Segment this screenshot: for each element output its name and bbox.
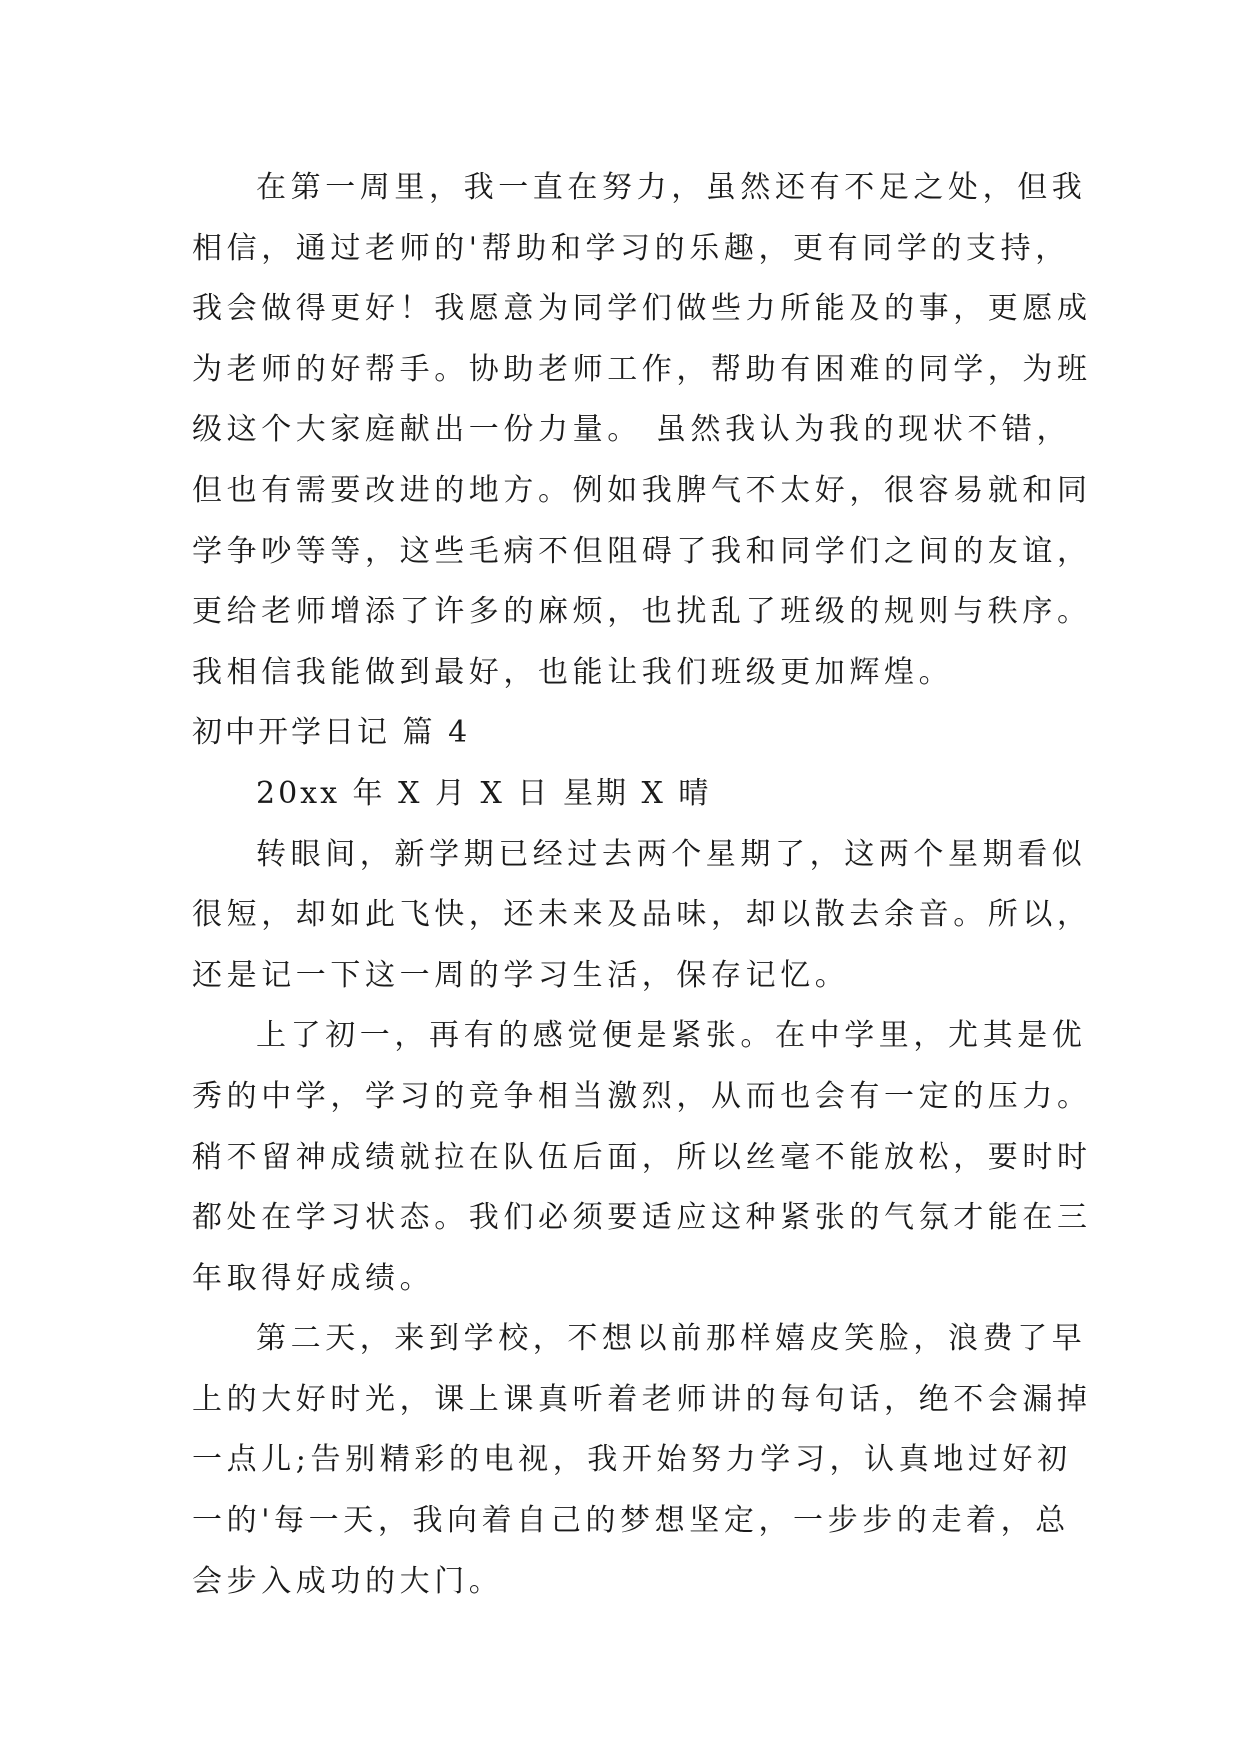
paragraph-line: 上的大好时光，课上课真听着老师讲的每句话，绝不会漏掉 bbox=[192, 1381, 1092, 1417]
paragraph-line: 更给老师增添了许多的麻烦，也扰乱了班级的规则与秩序。 bbox=[192, 594, 1092, 630]
paragraph-line: 会步入成功的大门。 bbox=[192, 1563, 504, 1599]
paragraph-line: 第二天，来到学校，不想以前那样嬉皮笑脸，浪费了早 bbox=[256, 1321, 1087, 1357]
paragraph-line: 年取得好成绩。 bbox=[192, 1260, 435, 1296]
paragraph-line: 都处在学习状态。我们必须要适应这种紧张的气氛才能在三 bbox=[192, 1200, 1092, 1236]
paragraph-line: 我会做得更好！我愿意为同学们做些力所能及的事，更愿成 bbox=[192, 291, 1092, 327]
paragraph-line: 学争吵等等，这些毛病不但阻碍了我和同学们之间的友谊， bbox=[192, 533, 1092, 569]
paragraph-line: 一点儿;告别精彩的电视，我开始努力学习，认真地过好初 bbox=[192, 1442, 1072, 1478]
paragraph-line: 还是记一下这一周的学习生活，保存记忆。 bbox=[192, 957, 850, 993]
paragraph-line: 上了初一，再有的感觉便是紧张。在中学里，尤其是优 bbox=[256, 1018, 1087, 1054]
paragraph-line: 转眼间，新学期已经过去两个星期了，这两个星期看似 bbox=[256, 836, 1087, 872]
section-heading: 初中开学日记 篇 4 bbox=[192, 715, 471, 751]
date-line: 20xx 年 X 月 X 日 星期 X 晴 bbox=[256, 775, 712, 811]
paragraph-line: 稍不留神成绩就拉在队伍后面，所以丝毫不能放松，要时时 bbox=[192, 1139, 1092, 1175]
document-body bbox=[192, 158, 1092, 1612]
paragraph-line: 相信，通过老师的'帮助和学习的乐趣，更有同学的支持， bbox=[192, 230, 1070, 266]
paragraph-line: 秀的中学，学习的竞争相当激烈，从而也会有一定的压力。 bbox=[192, 1078, 1092, 1114]
paragraph-line: 为老师的好帮手。协助老师工作，帮助有困难的同学，为班 bbox=[192, 351, 1092, 387]
paragraph-line: 在第一周里，我一直在努力，虽然还有不足之处，但我 bbox=[256, 170, 1087, 205]
paragraph-line: 一的'每一天，我向着自己的梦想坚定，一步步的走着，总 bbox=[192, 1503, 1070, 1539]
paragraph-line: 很短，却如此飞快，还未来及品味，却以散去余音。所以， bbox=[192, 897, 1092, 933]
paragraph-line: 我相信我能做到最好，也能让我们班级更加辉煌。 bbox=[192, 654, 954, 690]
paragraph-line: 级这个大家庭献出一份力量。 虽然我认为我的现状不错， bbox=[192, 412, 1072, 448]
paragraph-line: 但也有需要改进的地方。例如我脾气不太好，很容易就和同 bbox=[192, 472, 1092, 508]
